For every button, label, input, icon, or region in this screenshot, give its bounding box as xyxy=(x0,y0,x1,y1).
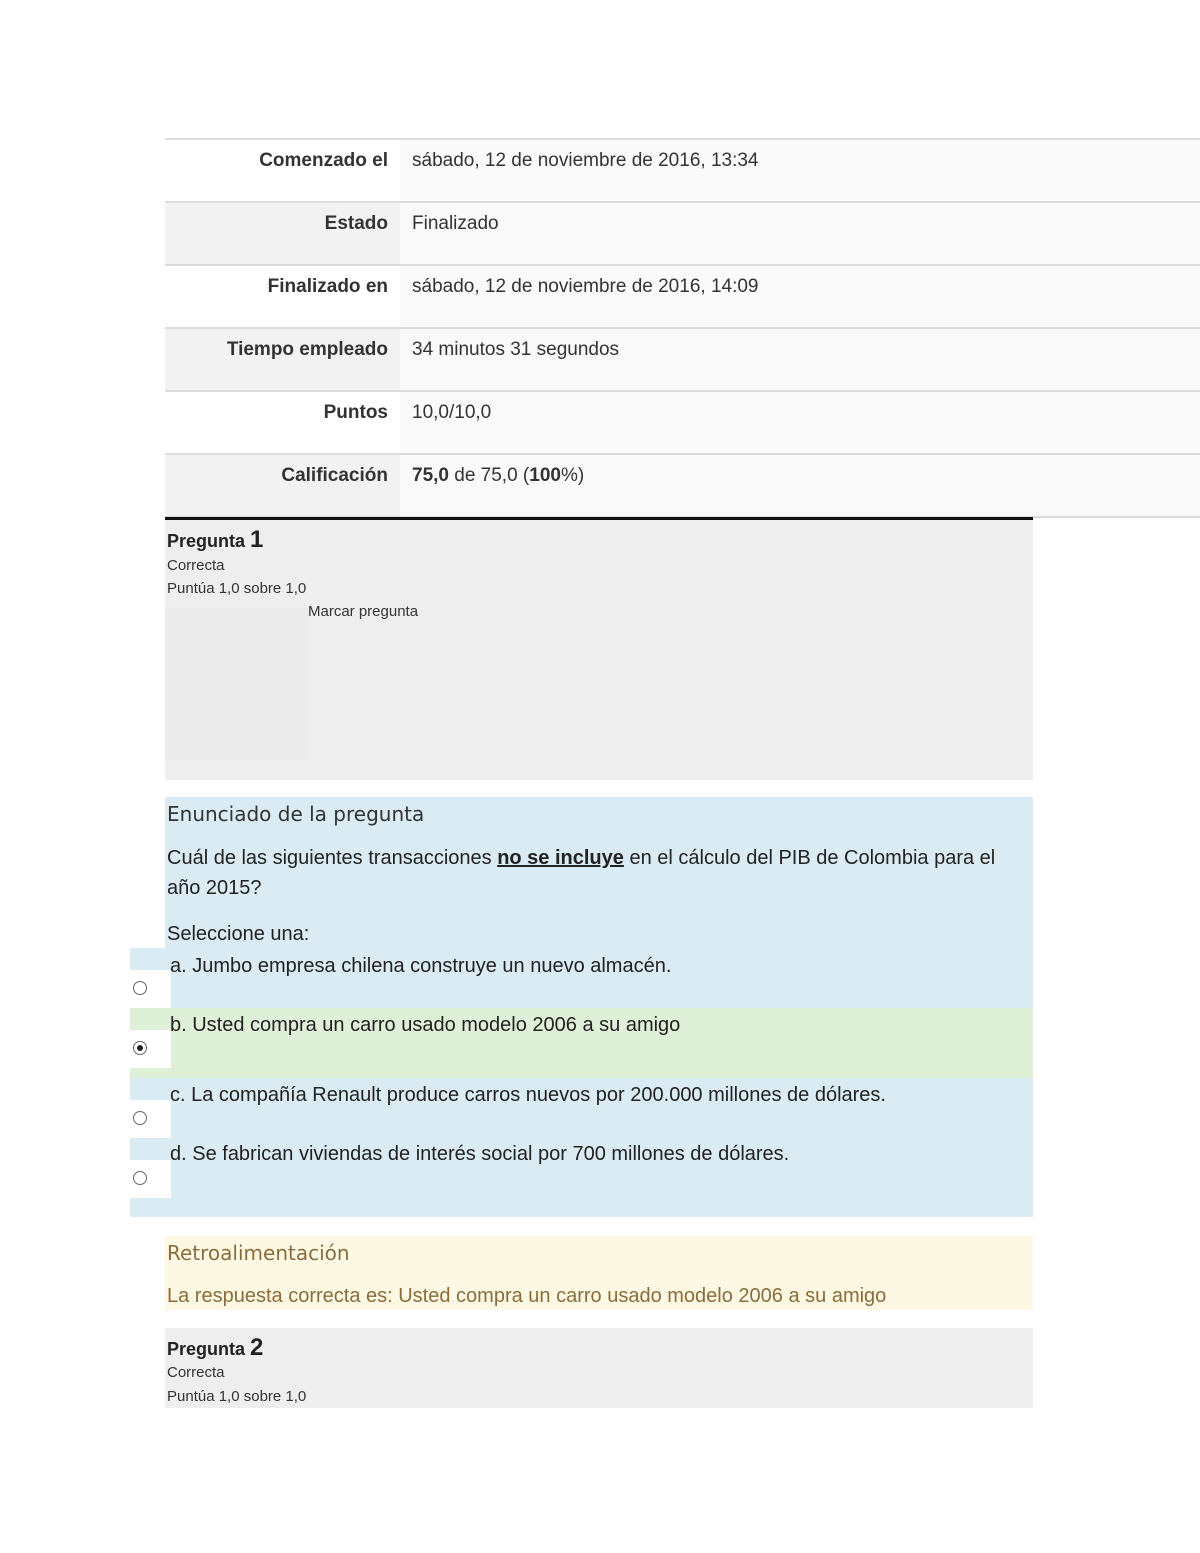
feedback-box xyxy=(165,1236,1033,1310)
answer-option-b[interactable] xyxy=(130,1008,1033,1078)
radio-button[interactable] xyxy=(133,981,147,995)
summary-value: Finalizado xyxy=(400,203,1200,264)
answer-text: b. Usted compra un carro usado modelo 2006 a su amigo xyxy=(170,1014,681,1036)
summary-label: Puntos xyxy=(165,392,400,453)
question-text xyxy=(167,843,1027,903)
question-state: Correcta xyxy=(167,557,225,574)
summary-label: Finalizado en xyxy=(165,266,400,327)
radio-button-selected[interactable] xyxy=(133,1041,147,1055)
summary-label: Tiempo empleado xyxy=(165,329,400,390)
question-label: Pregunta xyxy=(167,1339,251,1359)
attempt-summary-table xyxy=(165,138,1200,518)
summary-row-finished xyxy=(165,266,1200,329)
question-label: Pregunta xyxy=(167,531,251,551)
summary-label: Calificación xyxy=(165,455,400,516)
summary-value: 10,0/10,0 xyxy=(400,392,1200,453)
answer-text: a. Jumbo empresa chilena construye un nuevo almacén. xyxy=(170,955,672,977)
grade-total: de 75,0 ( xyxy=(448,465,530,486)
question-state: Correcta xyxy=(167,1364,225,1381)
radio-button[interactable] xyxy=(133,1111,147,1125)
summary-label: Estado xyxy=(165,203,400,264)
feedback-title: Retroalimentación xyxy=(167,1241,350,1265)
question-text-part: Cuál de las siguientes transacciones xyxy=(167,847,498,869)
answer-option-d[interactable] xyxy=(130,1138,1033,1198)
question-2-info xyxy=(165,1328,1033,1408)
question-text-part: en el cálculo del PIB de Colombia para el año 2015? xyxy=(167,847,996,899)
question-number: 2 xyxy=(250,1334,264,1361)
summary-row-state xyxy=(165,203,1200,266)
grade-percent-end: %) xyxy=(560,465,585,486)
grade-score: 75,0 xyxy=(412,465,449,486)
summary-value: 34 minutos 31 segundos xyxy=(400,329,1200,390)
summary-row-points xyxy=(165,392,1200,455)
formulation-title: Enunciado de la pregunta xyxy=(167,802,425,826)
radio-button[interactable] xyxy=(133,1171,147,1185)
summary-row-grade xyxy=(165,455,1200,518)
summary-value xyxy=(400,455,1200,516)
answer-option-a[interactable] xyxy=(130,948,1033,1008)
question-title xyxy=(167,526,263,554)
feedback-text: La respuesta correcta es: Usted compra un carro usado modelo 2006 a su amigo xyxy=(167,1285,887,1307)
question-grade: Puntúa 1,0 sobre 1,0 xyxy=(167,1388,307,1405)
question-title xyxy=(167,1334,263,1362)
summary-value: sábado, 12 de noviembre de 2016, 13:34 xyxy=(400,140,1200,201)
answer-text: d. Se fabrican viviendas de interés social por 700 millones de dólares. xyxy=(170,1143,790,1165)
answer-text: c. La compañía Renault produce carros nuevos por 200.000 millones de dólares. xyxy=(170,1084,886,1106)
summary-value: sábado, 12 de noviembre de 2016, 14:09 xyxy=(400,266,1200,327)
question-number: 1 xyxy=(250,526,264,553)
summary-label: Comenzado el xyxy=(165,140,400,201)
question-1-info xyxy=(165,517,1033,780)
flag-question-link[interactable]: Marcar pregunta xyxy=(308,603,419,620)
question-grade: Puntúa 1,0 sobre 1,0 xyxy=(167,580,307,597)
summary-row-started xyxy=(165,140,1200,203)
summary-row-time-taken xyxy=(165,329,1200,392)
question-text-emphasis: no se incluye xyxy=(497,847,624,869)
answer-prompt: Seleccione una: xyxy=(167,923,310,945)
grade-percent: 100 xyxy=(529,465,561,486)
answer-option-c[interactable] xyxy=(130,1078,1033,1138)
flag-column xyxy=(165,608,308,760)
